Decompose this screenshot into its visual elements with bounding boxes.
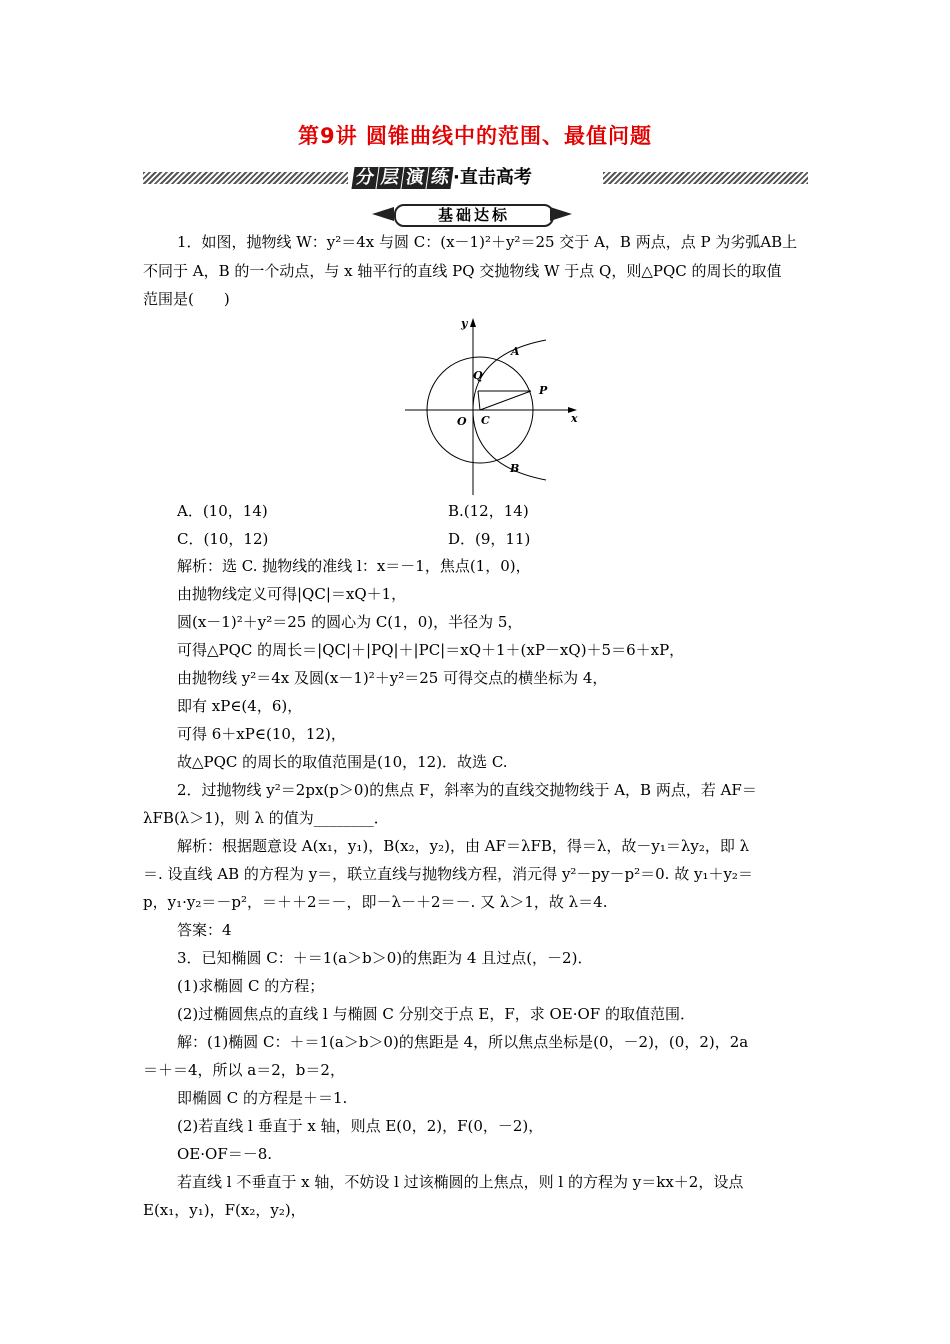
text-line: 若直线 l 不垂直于 x 轴，不妨设 l 过该椭圆的上焦点，则 l 的方程为 y＝kx＋2，设点 — [177, 1173, 744, 1191]
text-line: 解析：根据题意设 A(x₁，y₁)，B(x₂，y₂)，由 AF＝λFB，得＝λ，故－y₁＝λy₂，即 λ — [177, 837, 750, 855]
label-a: A — [511, 345, 520, 358]
segment-qc — [478, 391, 480, 410]
text-line: 可得 6＋xP∈(10，12)， — [177, 725, 346, 743]
text-line: (2)若直线 l 垂直于 x 轴，则点 E(0，2)，F(0，－2)， — [177, 1117, 544, 1135]
banner-char: 演 — [401, 167, 428, 189]
banner-char: 层 — [376, 167, 403, 189]
banner-stripe-left — [143, 172, 348, 184]
text-line: E(x₁，y₁)，F(x₂，y₂)， — [143, 1201, 306, 1219]
segment-pc — [480, 391, 531, 410]
label-y: y — [461, 317, 468, 330]
text-line: 2．过抛物线 y²＝2px(p＞0)的焦点 F，斜率为的直线交抛物线于 A，B 两点，若 AF＝ — [177, 781, 757, 799]
option-d: D．(9，11) — [448, 530, 531, 548]
page-title: 第9讲 圆锥曲线中的范围、最值问题 — [298, 124, 652, 148]
text-line: 由抛物线定义可得|QC|＝xQ＋1， — [177, 585, 407, 603]
label-c: C — [481, 414, 490, 427]
text-line: λFB(λ＞1)，则 λ 的值为________． — [143, 809, 389, 827]
label-p: P — [539, 384, 548, 397]
label-q: Q — [473, 369, 483, 382]
option-b: B.(12，14) — [448, 502, 529, 520]
banner-heading — [353, 167, 603, 189]
text-line: 范围是( ) — [143, 290, 230, 308]
banner-stripe-right — [603, 172, 808, 184]
text-line: (1)求椭圆 C 的方程； — [177, 977, 325, 995]
label-x: x — [571, 412, 578, 425]
text-line: 圆(x－1)²＋y²＝25 的圆心为 C(1，0)，半径为 5， — [177, 613, 523, 631]
text-line: 即椭圆 C 的方程是＋＝1. — [177, 1089, 348, 1107]
text-line: 不同于 A，B 的一个动点，与 x 轴平行的直线 PQ 交抛物线 W 于点 Q，则△PQC 的周长的取值 — [143, 262, 782, 280]
option-c: C．(10，12) — [177, 530, 269, 548]
text-line: 解析：选 C. 抛物线的准线 l：x＝－1，焦点(1，0)， — [177, 557, 531, 575]
banner-char: 练 — [426, 167, 453, 189]
text-line: 1．如图，抛物线 W：y²＝4x 与圆 C：(x－1)²＋y²＝25 交于 A，B 两点，点 P 为劣弧AB上 — [177, 233, 798, 251]
text-line: ＝＋＝4，所以 a＝2，b＝2， — [143, 1061, 345, 1079]
text-line: 故△PQC 的周长的取值范围是(10，12)．故选 C. — [177, 753, 508, 771]
badge-wing-left — [372, 207, 394, 221]
text-line: p，y₁·y₂＝－p²，＝＋＋2＝－，即－λ－＋2＝－. 又 λ＞1，故 λ＝4. — [143, 893, 608, 911]
text-line: 答案：4 — [177, 921, 232, 939]
text-line: 可得△PQC 的周长＝|QC|＋|PQ|＋|PC|＝xQ＋1＋(xP－xQ)＋5＝6＋xP， — [177, 641, 685, 659]
section-banner — [143, 167, 808, 189]
banner-char: 分 — [351, 167, 378, 189]
option-a: A．(10，14) — [177, 502, 268, 520]
text-line: OE·OF＝－8. — [177, 1145, 273, 1163]
text-line: ＝. 设直线 AB 的方程为 y＝，联立直线与抛物线方程，消元得 y²－py－p²＝0. 故 y₁＋y₂＝ — [143, 865, 753, 883]
label-b: B — [510, 462, 520, 475]
text-line: 解：(1)椭圆 C：＋＝1(a＞b＞0)的焦距是 4，所以焦点坐标是(0，－2)，(0，2)，2a — [177, 1033, 749, 1051]
badge-wing-right — [550, 207, 572, 221]
text-line: (2)过椭圆焦点的直线 l 与椭圆 C 分别交于点 E，F，求 OE·OF 的取值范围． — [177, 1005, 695, 1023]
text-line: 即有 xP∈(4，6)， — [177, 697, 303, 715]
parabola-circle-figure — [405, 312, 585, 497]
label-o: O — [457, 415, 467, 428]
level-badge-label: 基础达标 — [394, 204, 554, 227]
y-axis-arrow — [470, 318, 476, 327]
level-badge — [372, 203, 572, 225]
banner-dot: · — [453, 167, 460, 188]
text-line: 3．已知椭圆 C：＋＝1(a＞b＞0)的焦距为 4 且过点(，－2)． — [177, 949, 593, 967]
text-line: 由抛物线 y²＝4x 及圆(x－1)²＋y²＝25 可得交点的横坐标为 4， — [177, 669, 608, 687]
banner-tail: 直击高考 — [459, 167, 532, 188]
